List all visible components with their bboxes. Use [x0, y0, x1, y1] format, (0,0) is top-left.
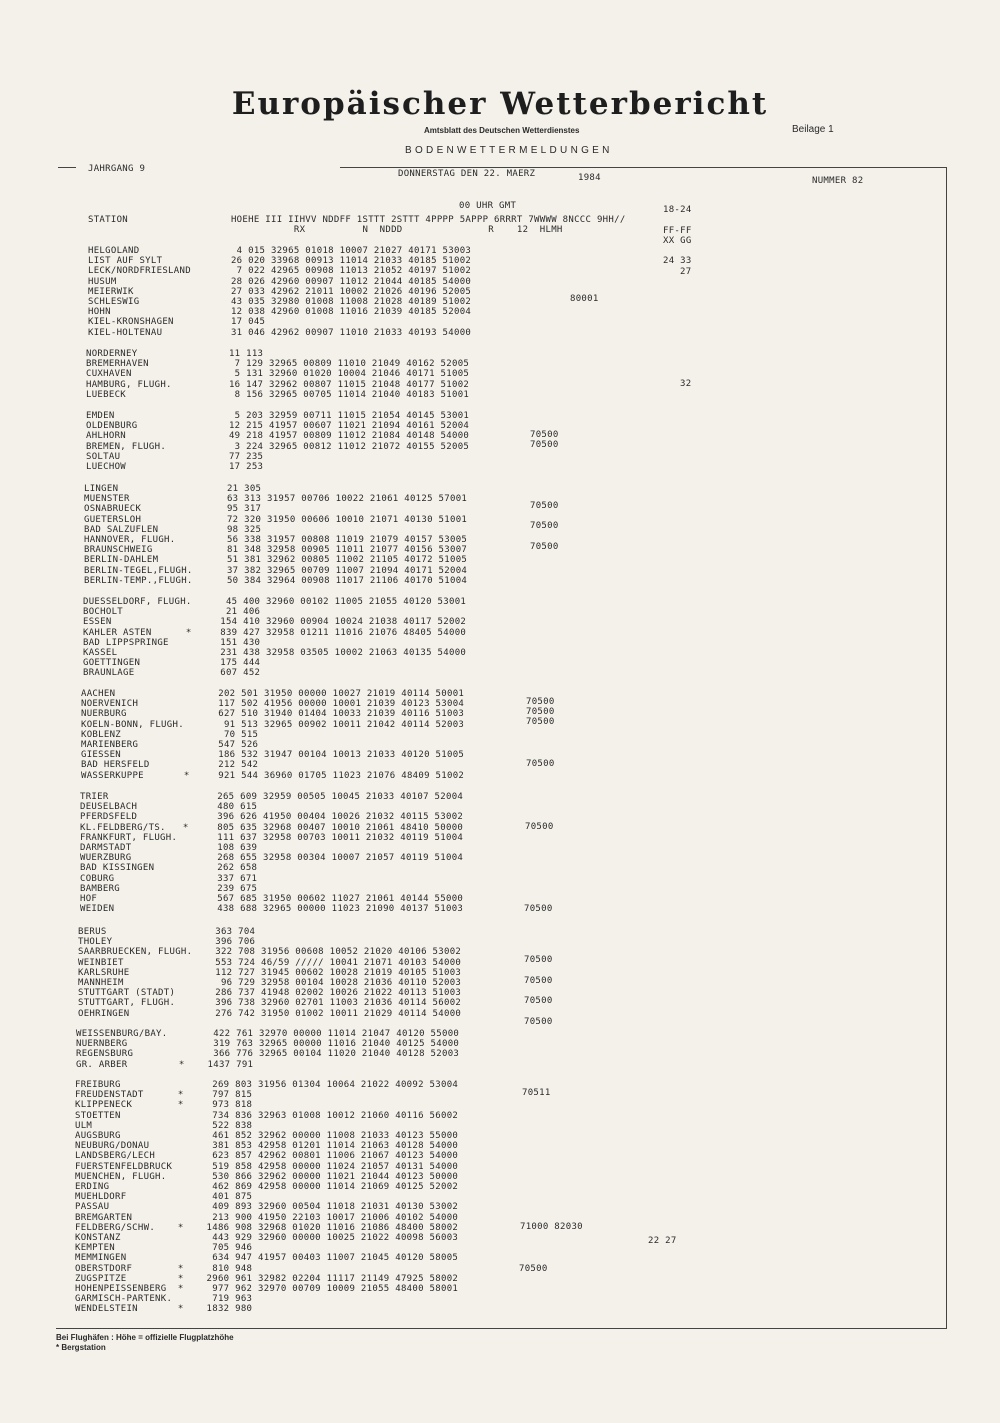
extra-group-value: 71000 82030 [520, 1222, 583, 1232]
station-group [81, 689, 464, 781]
extra-group-value: 70500 [530, 501, 559, 511]
extra-group-value: 70500 [524, 955, 553, 965]
extra-group-value: 22 27 [648, 1236, 677, 1246]
station-row: ERDING 462 869 42958 00000 11014 21069 40125 52002 [75, 1182, 459, 1193]
station-row: DUESSELDORF, FLUGH. 45 400 32960 00102 11005 21055 40120 53001 [83, 597, 467, 607]
station-row: CUXHAVEN 5 131 32960 01020 10004 21046 40171 51005 [86, 369, 470, 380]
station-row: BAD KISSINGEN 262 658 [80, 863, 258, 874]
extra-group-value: 70500 [526, 697, 555, 707]
footnote-mountain: * Bergstation [56, 1343, 106, 1352]
station-row: LUEBECK 8 156 32965 00705 11014 21040 40183 51001 [86, 389, 470, 400]
station-row: LINGEN 21 305 [84, 484, 262, 494]
station-row: GR. ARBER * 1437 791 [76, 1059, 254, 1070]
station-row: NUERBURG 627 510 31940 01404 10033 21039 40116 51003 [81, 709, 465, 720]
extra-group-value: 70500 [525, 822, 554, 832]
station-row: KL.FELDBERG/TS. * 805 635 32968 00407 10010 21061 48410 50000 [80, 822, 464, 833]
station-row: KAHLER ASTEN * 839 427 32958 01211 11016 21076 48405 54000 [83, 627, 467, 638]
station-row: GOETTINGEN 175 444 [83, 658, 261, 669]
station-row: OLDENBURG 12 215 41957 00607 11021 21094 40161 52004 [86, 421, 470, 432]
station-row: MEMMINGEN 634 947 41957 00403 11007 21045 40120 58005 [75, 1253, 459, 1264]
station-group [88, 246, 471, 338]
column-header: STATION HOEHE III IIHVV NDDFF 1STTT 2STTT 4PPPP 5APPP 6RRRT 7WWWW 8NCCC 9HH// [88, 215, 626, 225]
extra-group-value: 70500 [524, 996, 553, 1006]
station-row: MARIENBERG 547 526 [81, 740, 259, 751]
jahrgang-label: JAHRGANG 9 [88, 164, 146, 174]
station-row: LANDSBERG/LECH 623 857 42962 00801 11006 21067 40123 54000 [75, 1151, 459, 1162]
station-row: WEISSENBURG/BAY. 422 761 32970 00000 11014 21047 40120 55000 [76, 1029, 460, 1039]
station-row: BREMERHAVEN 7 129 32965 00809 11010 21049 40162 52005 [86, 359, 470, 370]
station-row: STUTTGART (STADT) 286 737 41948 02002 10026 21022 40113 51003 [78, 988, 462, 999]
station-row: TRIER 265 609 32959 00505 10045 21033 40107 52004 [80, 792, 464, 802]
station-row: WEIDEN 438 688 32965 00000 11023 21090 40137 51003 [80, 904, 464, 915]
frame-line-bottom [56, 1328, 946, 1329]
station-row: KASSEL 231 438 32958 03505 10002 21063 40135 54000 [83, 648, 467, 659]
station-row: BREMGARTEN 213 900 41950 22103 10017 21006 40102 54000 [75, 1212, 459, 1223]
station-row: MUEHLDORF 401 875 [75, 1192, 253, 1203]
station-group [86, 349, 469, 400]
station-row: BERLIN-DAHLEM 51 381 32962 00805 11002 21105 40172 51005 [84, 555, 468, 566]
extra-group-value: 32 [680, 379, 692, 389]
station-row: HAMBURG, FLUGH. 16 147 32962 00807 11015 21048 40177 51002 [86, 379, 470, 390]
beilage-label: Beilage 1 [792, 124, 834, 135]
station-row: ESSEN 154 410 32960 00904 10024 21038 40117 52002 [83, 617, 467, 628]
extra-group-value: 70500 [524, 976, 553, 986]
station-row: AACHEN 202 501 31950 00000 10027 21019 40114 50001 [81, 689, 465, 699]
station-row: ULM 522 838 [75, 1120, 253, 1131]
year-label: 1984 [578, 173, 601, 183]
station-row: NEUBURG/DONAU 381 853 42958 01201 11014 21063 40128 54000 [75, 1141, 459, 1152]
station-row: LUECHOW 17 253 [86, 462, 264, 473]
station-row: MUENSTER 63 313 31957 00706 10022 21061 40125 57001 [84, 494, 468, 505]
station-row: NUERNBERG 319 763 32965 00000 11016 21040 40125 54000 [76, 1039, 460, 1050]
time-label: 00 UHR GMT [459, 201, 517, 211]
extra-group-value: 70500 [524, 1017, 553, 1027]
extra-group-value: 70500 [530, 440, 559, 450]
station-group [78, 927, 461, 1019]
extra-group-value: 70500 [526, 717, 555, 727]
station-group [83, 597, 466, 679]
station-group [84, 484, 467, 586]
station-row: WUERZBURG 268 655 32958 00304 10007 21057 40119 51004 [80, 853, 464, 864]
station-group [76, 1029, 459, 1070]
station-row: BAD LIPPSPRINGE 151 430 [83, 637, 261, 648]
extra-group-value: 80001 [570, 294, 599, 304]
station-row: NORDERNEY 11 113 [86, 349, 264, 359]
station-row: GARMISCH-PARTENK. 719 963 [75, 1294, 253, 1305]
station-row: BOCHOLT 21 406 [83, 607, 261, 618]
station-row: HELGOLAND 4 015 32965 01018 10007 21027 40171 53003 [88, 246, 472, 256]
station-row: HANNOVER, FLUGH. 56 338 31957 00808 11019 21079 40157 53005 [84, 535, 468, 546]
extra-group-value: 70500 [526, 759, 555, 769]
wind-header-xx: XX GG [663, 236, 692, 246]
station-row: DARMSTADT 108 639 [80, 843, 258, 854]
extra-group-value: 70500 [519, 1264, 548, 1274]
station-row: BERLIN-TEMP.,FLUGH. 50 384 32964 00908 11017 21106 40170 51004 [84, 575, 468, 586]
station-group [80, 792, 463, 914]
station-row: ZUGSPITZE * 2960 961 32982 02204 11117 21149 47925 58002 [75, 1273, 459, 1284]
extra-group-value: 70511 [522, 1088, 551, 1098]
footnote-airport: Bei Flughäfen : Höhe = offizielle Flugplatzhöhe [56, 1333, 234, 1342]
station-row: REGENSBURG 366 776 32965 00104 11020 21040 40128 52003 [76, 1049, 460, 1060]
station-row: FRANKFURT, FLUGH. 111 637 32958 00703 10011 21032 40119 51004 [80, 832, 464, 843]
station-row: FREIBURG 269 803 31956 01304 10064 21022 40092 53004 [75, 1080, 459, 1090]
station-row: BREMEN, FLUGH. 3 224 32965 00812 11012 21072 40155 52005 [86, 441, 470, 452]
station-row: MUENCHEN, FLUGH. 530 866 32962 00000 11021 21044 40123 50000 [75, 1171, 459, 1182]
station-row: KOBLENZ 70 515 [81, 729, 259, 740]
station-row: GIESSEN 186 532 31947 00104 10013 21033 40120 51005 [81, 750, 465, 761]
wind-header-ff: FF-FF [663, 226, 692, 236]
page-title: Europäischer Wetterbericht [231, 86, 769, 122]
station-row: BRAUNSCHWEIG 81 348 32958 00905 11011 21077 40156 53007 [84, 545, 468, 556]
nummer-label: NUMMER 82 [812, 176, 864, 186]
station-row: HOHN 12 038 42960 01008 11016 21039 40185 52004 [88, 307, 472, 318]
station-row: FELDBERG/SCHW. * 1486 908 32968 01020 11016 21086 48400 58002 [75, 1222, 459, 1233]
extra-group-value: 70500 [526, 707, 555, 717]
station-row: LIST AUF SYLT 26 020 33968 00913 11014 21033 40185 51002 [88, 256, 472, 267]
station-row: KLIPPENECK * 973 818 [75, 1100, 253, 1111]
station-row: OSNABRUECK 95 317 [84, 504, 262, 515]
station-row: DEUSELBACH 480 615 [80, 802, 258, 813]
station-row: BERLIN-TEGEL,FLUGH. 37 382 32965 00709 11007 21094 40171 52004 [84, 565, 468, 576]
extra-group-value: 70500 [530, 430, 559, 440]
extra-group-value: 70500 [530, 521, 559, 531]
station-row: PFERDSFELD 396 626 41950 00404 10026 21032 40115 53002 [80, 812, 464, 823]
section-heading: BODENWETTERMELDUNGEN [405, 145, 613, 156]
station-row: COBURG 337 671 [80, 873, 258, 884]
extra-group-value: 24 33 [663, 256, 692, 266]
station-row: NOERVENICH 117 502 41956 00000 10001 21039 40123 53004 [81, 699, 465, 710]
station-row: WENDELSTEIN * 1832 980 [75, 1304, 253, 1315]
station-row: HOF 567 685 31950 00602 11027 21061 40144 55000 [80, 894, 464, 905]
station-row: HOHENPEISSENBERG * 977 962 32970 00709 10009 21055 48400 58001 [75, 1284, 459, 1295]
station-row: BRAUNLAGE 607 452 [83, 668, 261, 679]
frame-line-right [946, 167, 947, 1329]
station-row: KIEL-KRONSHAGEN 17 045 [88, 317, 266, 328]
extra-group-value: 70500 [524, 904, 553, 914]
station-row: SAARBRUECKEN, FLUGH. 322 708 31956 00608 10052 21020 40106 53002 [78, 947, 462, 958]
station-row: BAD HERSFELD 212 542 [81, 760, 259, 771]
date-label: DONNERSTAG DEN 22. MAERZ [398, 169, 536, 179]
station-row: BERUS 363 704 [78, 927, 256, 937]
extra-group-value: 70500 [530, 542, 559, 552]
station-row: PASSAU 409 893 32960 00504 11018 21031 40130 53002 [75, 1202, 459, 1213]
publisher-subtitle: Amtsblatt des Deutschen Wetterdienstes [424, 126, 580, 135]
station-row: EMDEN 5 203 32959 00711 11015 21054 40145 53001 [86, 411, 470, 421]
station-row: KONSTANZ 443 929 32960 00000 10025 21022 40098 56003 [75, 1233, 459, 1244]
station-row: KARLSRUHE 112 727 31945 00602 10028 21019 40105 51003 [78, 967, 462, 978]
column-subheader: RX N NDDD R 12 HLMH [88, 225, 563, 235]
frame-line-top-right [340, 167, 946, 168]
station-row: WEINBIET 553 724 46/59 ///// 10041 21071 40103 54000 [78, 957, 462, 968]
station-row: KIEL-HOLTENAU 31 046 42962 00907 11010 21033 40193 54000 [88, 327, 472, 338]
station-row: GUETERSLOH 72 320 31950 00606 10010 21071 40130 51001 [84, 514, 468, 525]
station-row: AHLHORN 49 218 41957 00809 11012 21084 40148 54000 [86, 431, 470, 442]
station-row: HUSUM 28 026 42960 00907 11012 21044 40185 54000 [88, 276, 472, 287]
station-row: MANNHEIM 96 729 32958 00104 10028 21036 40110 52003 [78, 978, 462, 989]
station-group [75, 1080, 458, 1315]
station-row: SCHLESWIG 43 035 32980 01008 11008 21028 40189 51002 [88, 297, 472, 308]
station-row: AUGSBURG 461 852 32962 00000 11008 21033 40123 55000 [75, 1131, 459, 1142]
station-group [86, 411, 469, 472]
station-row: THOLEY 396 706 [78, 937, 256, 948]
station-row: FREUDENSTADT * 797 815 [75, 1090, 253, 1101]
extra-group-value: 27 [680, 267, 692, 277]
station-row: FUERSTENFELDBRUCK 519 858 42958 00000 11024 21057 40131 54000 [75, 1161, 459, 1172]
frame-line-top-left [58, 167, 76, 168]
station-row: OBERSTDORF * 810 948 [75, 1263, 253, 1274]
station-row: STOETTEN 734 836 32963 01008 10012 21060 40116 56002 [75, 1110, 459, 1121]
station-row: KEMPTEN 705 946 [75, 1243, 253, 1254]
station-row: WASSERKUPPE * 921 544 36960 01705 11023 21076 48409 51002 [81, 770, 465, 781]
station-row: STUTTGART, FLUGH. 396 738 32960 02701 11003 21036 40114 56002 [78, 998, 462, 1009]
station-row: BAD SALZUFLEN 98 325 [84, 524, 262, 535]
station-row: OEHRINGEN 276 742 31950 01002 10011 21029 40114 54000 [78, 1008, 462, 1019]
station-row: MEIERWIK 27 033 42962 21011 10002 21026 40196 52005 [88, 286, 472, 297]
station-row: SOLTAU 77 235 [86, 451, 264, 462]
wind-header-period: 18-24 [663, 205, 692, 215]
station-row: LECK/NORDFRIESLAND 7 022 42965 00908 11013 21052 40197 51002 [88, 266, 472, 277]
station-row: BAMBERG 239 675 [80, 883, 258, 894]
station-row: KOELN-BONN, FLUGH. 91 513 32965 00902 10011 21042 40114 52003 [81, 719, 465, 730]
